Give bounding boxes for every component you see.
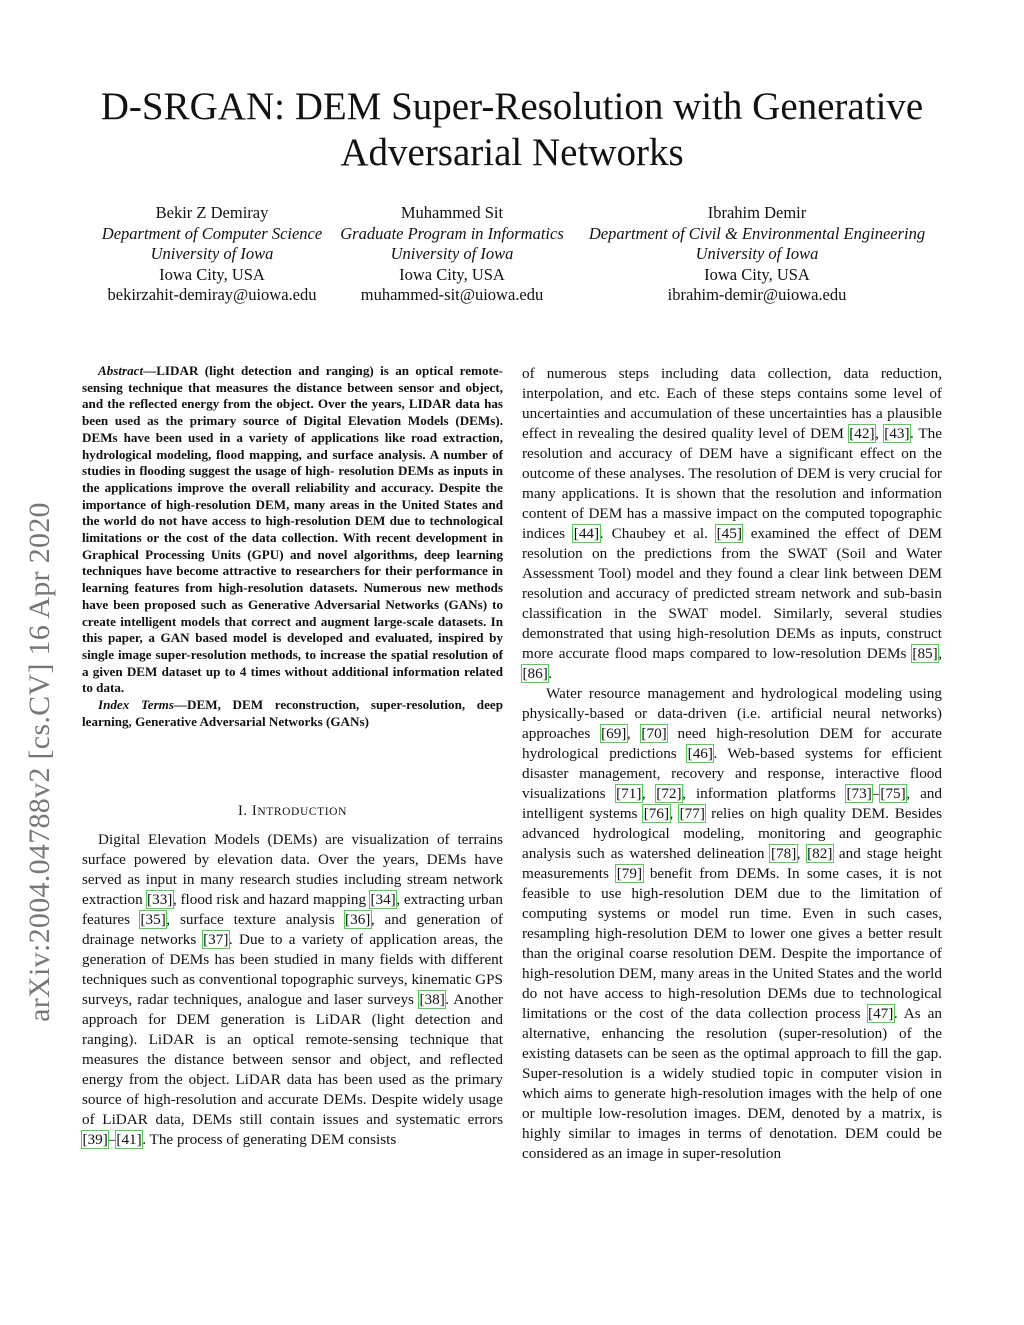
- citation-link[interactable]: [38]: [419, 991, 445, 1008]
- author-dept: Department of Computer Science: [101, 223, 323, 243]
- author-name: Muhammed Sit: [400, 203, 504, 222]
- section-heading: [82, 803, 503, 820]
- section-number: I.: [238, 803, 248, 819]
- index-terms-label: Index Terms: [98, 697, 174, 713]
- author-city: Iowa City, USA: [704, 264, 810, 284]
- abstract-label: Abstract: [98, 363, 144, 378]
- citation-link[interactable]: [69]: [601, 725, 627, 742]
- author-univ: University of Iowa: [695, 244, 819, 264]
- citation-link[interactable]: [71]: [616, 785, 642, 802]
- citation-link[interactable]: [78]: [770, 845, 797, 862]
- author-univ: University of Iowa: [150, 244, 274, 264]
- abstract-paragraph: [82, 363, 503, 697]
- citation-link[interactable]: [75]: [880, 785, 906, 802]
- arxiv-sidebar-stamp: arXiv:2004.04788v2 [cs.CV] 16 Apr 2020: [23, 502, 56, 1022]
- citation-link[interactable]: [46]: [687, 745, 713, 762]
- body-paragraph-1: of numerous steps including data collection, data reduction, interpolation, and etc. Each of these steps contains some level of uncertainties and accumulation of these uncertainties has a plausible effect in revealing the desired quality level of DEM [42], [43]. The resolution and accuracy of DEM have a significant effect on the outcome of these analyses. The resolution of DEM is very crucial for many applications. It is shown that the resolution and information content of DEM has a massive impact on the computed topographic indices [44]. Chaubey et al. [45] examined the effect of DEM resolution on the predictions from the SWAT (Soil and Water Assessment Tool) model and they found a clear link between DEM resolution and accuracy of predicted stream network and sub-basin classification in the SWAT model. Similarly, several studies demonstrated that using high-resolution DEMs as inputs, construct more accurate flood maps compared to low-resolution DEMs [85], [86].: [522, 365, 943, 682]
- body-paragraph-2: Water resource management and hydrological modeling using physically-based or data-driven (i.e. artificial neural networks) approaches [69], [70] need high-resolution DEM for accurate hydrological predictions [46]. Web-based systems for efficient disaster management, recovery and response, interactive flood visualizations [71], [72], information platforms [73]–[75], and intelligent systems [76], [77] relies on high quality DEM. Besides advanced hydrological modeling, monitoring and geographic analysis such as watershed delineation [78], [82] and stage height measurements [79] benefit from DEMs. In some cases, it is not feasible to use high-resolution DEM due to the limitation of computing systems or model run time. Even in such cases, resampling high-resolution DEM to lower one gives a better result than the original coarse resolution DEM. Despite the importance of high-resolution DEM, many areas in the United States and the world do not have access to high-resolution DEMs due to technological limitations or the cost of the data collection process [47]. As an alternative, enhancing the resolution (super-resolution) of the existing datasets can be seen as the optimal approach to fill the gap. Super-resolution is a widely studied topic in computer vision in which aims to generate high-resolution images with the help of one or multiple low-resolution images. DEM, denoted by a matrix, is highly similar to images in terms of denotation. DEM could be considered as an image in super-resolution: [522, 685, 943, 1162]
- author-univ: University of Iowa: [390, 244, 514, 264]
- right-column: [522, 364, 942, 1164]
- author-block-1: [72, 203, 352, 306]
- citation-link[interactable]: [42]: [849, 425, 875, 442]
- citation-link[interactable]: [77]: [679, 805, 705, 822]
- author-city: Iowa City, USA: [399, 264, 505, 284]
- citation-link[interactable]: [82]: [807, 845, 833, 862]
- citation-link[interactable]: [85]: [912, 645, 938, 662]
- intro-column: [82, 830, 503, 1150]
- citation-link[interactable]: [41]: [116, 1131, 142, 1148]
- paper-title: D-SRGAN: DEM Super-Resolution with Generative Adversarial Networks: [100, 85, 924, 174]
- author-city: Iowa City, USA: [159, 264, 265, 284]
- citation-link[interactable]: [39]: [82, 1131, 108, 1148]
- index-terms-text: —DEM, DEM reconstruction, super-resolution, deep learning, Generative Adversarial Networks (GANs): [82, 697, 503, 729]
- abstract-block: [82, 363, 503, 730]
- citation-link[interactable]: [72]: [656, 785, 682, 802]
- author-block-2: [322, 203, 582, 306]
- section-title-first: I: [251, 803, 258, 819]
- citation-link[interactable]: [76]: [643, 805, 670, 822]
- author-dept: Department of Civil & Environmental Engineering: [588, 223, 926, 243]
- author-name: Ibrahim Demir: [707, 203, 807, 222]
- author-email[interactable]: bekirzahit-demiray@uiowa.edu: [107, 285, 317, 305]
- citation-link[interactable]: [37]: [203, 931, 229, 948]
- intro-paragraph: Digital Elevation Models (DEMs) are visualization of terrains surface powered by elevation data. Over the years, DEMs have served as input in many research studies including stream network extraction [33], flood risk and hazard mapping [34], extracting urban features [35], surface texture analysis [36], and generation of drainage networks [37]. Due to a variety of application areas, the generation of DEMs has been studied in many fields with different techniques such as conventional topographic surveys, kinematic GPS surveys, radar techniques, analogue and laser surveys [38]. Another approach for DEM generation is LiDAR (light detection and ranging). LiDAR is an optical remote-sensing technique that measures the distance between sensor and object, and reflected energy from the object. LiDAR data has been used as the primary source of high-resolution and accurate DEMs. Despite widely usage of LiDAR data, DEMs still contain issues and systematic errors [39]–[41]. The process of generating DEM consists: [82, 831, 503, 1148]
- citation-link[interactable]: [35]: [140, 911, 166, 928]
- citation-link[interactable]: [86]: [522, 665, 548, 682]
- author-email[interactable]: ibrahim-demir@uiowa.edu: [667, 285, 847, 305]
- citation-link[interactable]: [70]: [641, 725, 667, 742]
- citation-link[interactable]: [33]: [147, 891, 173, 908]
- citation-link[interactable]: [45]: [716, 525, 742, 542]
- citation-link[interactable]: [36]: [345, 911, 371, 928]
- citation-link[interactable]: [44]: [573, 525, 600, 542]
- citation-link[interactable]: [47]: [868, 1005, 894, 1022]
- author-dept: Graduate Program in Informatics: [340, 223, 564, 243]
- author-name: Bekir Z Demiray: [155, 203, 269, 222]
- citation-link[interactable]: [34]: [370, 891, 396, 908]
- citation-link[interactable]: [79]: [616, 865, 643, 882]
- index-terms-paragraph: [82, 697, 503, 730]
- author-block-3: [572, 203, 942, 306]
- citation-link[interactable]: [43]: [884, 425, 910, 442]
- abstract-text: —LIDAR (light detection and ranging) is an optical remote-sensing technique that measures the distance between sensor and object, and the reflected energy from the object. Over the years, LIDAR data has been used as the primary source of Digital Elevation Models (DEMs). DEMs have been used in a variety of applications like road extraction, hydrological modeling, flood mapping, and surface analysis. A number of studies in flooding suggest the usage of high- resolution DEMs as inputs in the applications improve the overall reliability and accuracy. Despite the importance of high-resolution DEM, many areas in the United States and the world do not have access to high-resolution DEM due to technological limitations or the cost of the data collection. With recent development in Graphical Processing Units (GPU) and novel algorithms, deep learning techniques have become attractive to researchers for their performance in learning features from high-resolution datasets. Numerous new methods have been proposed such as Generative Adversarial Networks (GANs) to create intelligent models that correct and augment large-scale datasets. In this paper, a GAN based model is developed and evaluated, inspired by single image super-resolution methods, to increase the spatial resolution of a given DEM dataset up to 4 times without additional information related to data.: [82, 363, 503, 696]
- section-title-rest: NTRODUCTION: [257, 806, 347, 818]
- author-email[interactable]: muhammed-sit@uiowa.edu: [360, 285, 544, 305]
- citation-link[interactable]: [73]: [846, 785, 872, 802]
